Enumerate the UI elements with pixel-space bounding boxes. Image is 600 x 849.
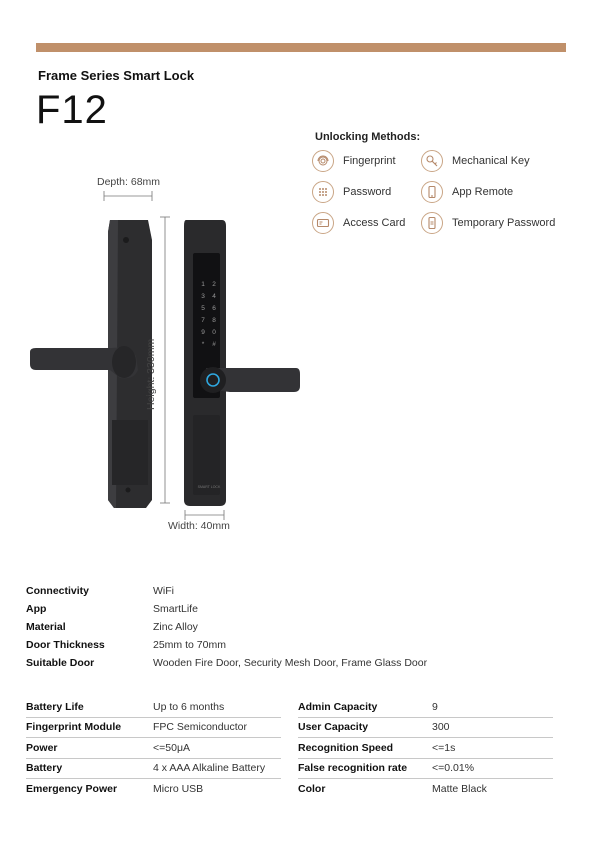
table-row (26, 759, 281, 780)
front-view-lock (184, 220, 300, 506)
depth-label: Depth: 68mm (97, 176, 161, 188)
table-row (26, 779, 281, 799)
keypad-key: 2 (212, 281, 216, 288)
spec-key: Door Thickness (26, 639, 105, 651)
spec-table-left (26, 697, 281, 799)
table-row (298, 779, 553, 799)
spec-row (26, 618, 427, 636)
table-key: Battery Life (26, 700, 84, 713)
phone-icon (421, 181, 443, 203)
keypad-key: 8 (212, 317, 216, 324)
spec-row (26, 600, 427, 618)
method-label: Temporary Password (452, 217, 556, 229)
method-label: Fingerprint (343, 155, 396, 167)
fingerprint-icon (312, 150, 334, 172)
depth-dimension-line (104, 191, 152, 201)
table-row (26, 718, 281, 739)
table-key: False recognition rate (298, 762, 408, 775)
method-app-remote (421, 181, 513, 203)
side-view-lock (30, 220, 152, 508)
spec-value: 25mm to 70mm (153, 639, 226, 651)
table-key: Battery (26, 762, 63, 775)
lock-illustration (0, 170, 320, 540)
keypad-key: 1 (201, 281, 205, 288)
keypad-key: 3 (201, 293, 205, 300)
method-label: App Remote (452, 186, 514, 198)
keypad-key: 4 (212, 293, 216, 300)
table-row (298, 759, 553, 780)
general-specs (26, 582, 427, 672)
method-password (312, 181, 391, 203)
spec-value: Wooden Fire Door, Security Mesh Door, Frame Glass Door (153, 657, 428, 669)
top-accent-bar (36, 43, 566, 52)
spec-key: App (26, 603, 47, 615)
spec-table-right (298, 697, 553, 799)
method-fingerprint (312, 150, 396, 172)
method-mechanical-key (421, 150, 530, 172)
height-dimension-line (160, 217, 170, 503)
width-dimension-line (185, 510, 224, 520)
table-key: Fingerprint Module (26, 721, 122, 734)
keypad-key: 0 (212, 329, 216, 336)
keypad-key: 6 (212, 305, 216, 312)
keypad-key: 9 (201, 329, 205, 336)
table-key: Emergency Power (26, 782, 118, 795)
spec-key: Material (26, 621, 66, 633)
spec-row (26, 582, 427, 600)
unlocking-methods-title: Unlocking Methods: (315, 131, 421, 143)
spec-value: WiFi (153, 585, 174, 597)
table-row (298, 738, 553, 759)
keypad-key: * (201, 341, 205, 348)
table-value: 4 x AAA Alkaline Battery (153, 762, 266, 775)
key-icon (421, 150, 443, 172)
device-brand-mark: SMART LOCK (197, 485, 221, 489)
method-label: Mechanical Key (452, 155, 530, 167)
keypad-key: 7 (201, 317, 205, 324)
table-key: Admin Capacity (298, 700, 378, 713)
table-row (26, 738, 281, 759)
method-temporary-password (421, 212, 555, 234)
table-value: 9 (432, 700, 438, 713)
spec-value: Zinc Alloy (153, 621, 198, 633)
spec-row (26, 654, 427, 672)
spec-key: Suitable Door (26, 657, 95, 669)
product-series: Frame Series Smart Lock (38, 68, 195, 83)
table-value: 300 (432, 721, 450, 734)
height-label: Height: 330mm (145, 338, 157, 410)
keypad-key: # (212, 341, 216, 348)
width-label: Width: 40mm (168, 520, 230, 532)
table-value: FPC Semiconductor (153, 721, 247, 734)
spec-key: Connectivity (26, 585, 90, 597)
keypad-key: 5 (201, 305, 205, 312)
table-row (298, 697, 553, 718)
method-label: Password (343, 186, 392, 198)
table-value: Up to 6 months (153, 700, 225, 713)
method-access-card (312, 212, 405, 234)
table-key: Recognition Speed (298, 741, 394, 754)
table-key: Color (298, 782, 326, 795)
table-row (298, 718, 553, 739)
table-value: <=0.01% (432, 762, 475, 775)
table-key: User Capacity (298, 721, 369, 734)
table-value: <=1s (432, 741, 456, 754)
table-value: Micro USB (153, 782, 204, 795)
table-value: <=50μA (153, 741, 190, 754)
table-row (26, 697, 281, 718)
spec-value: SmartLife (153, 603, 198, 615)
table-key: Power (26, 741, 58, 754)
table-value: Matte Black (432, 782, 487, 795)
phone-password-icon (421, 212, 443, 234)
spec-row (26, 636, 427, 654)
model-name: F12 (36, 88, 108, 132)
method-label: Access Card (343, 217, 406, 229)
